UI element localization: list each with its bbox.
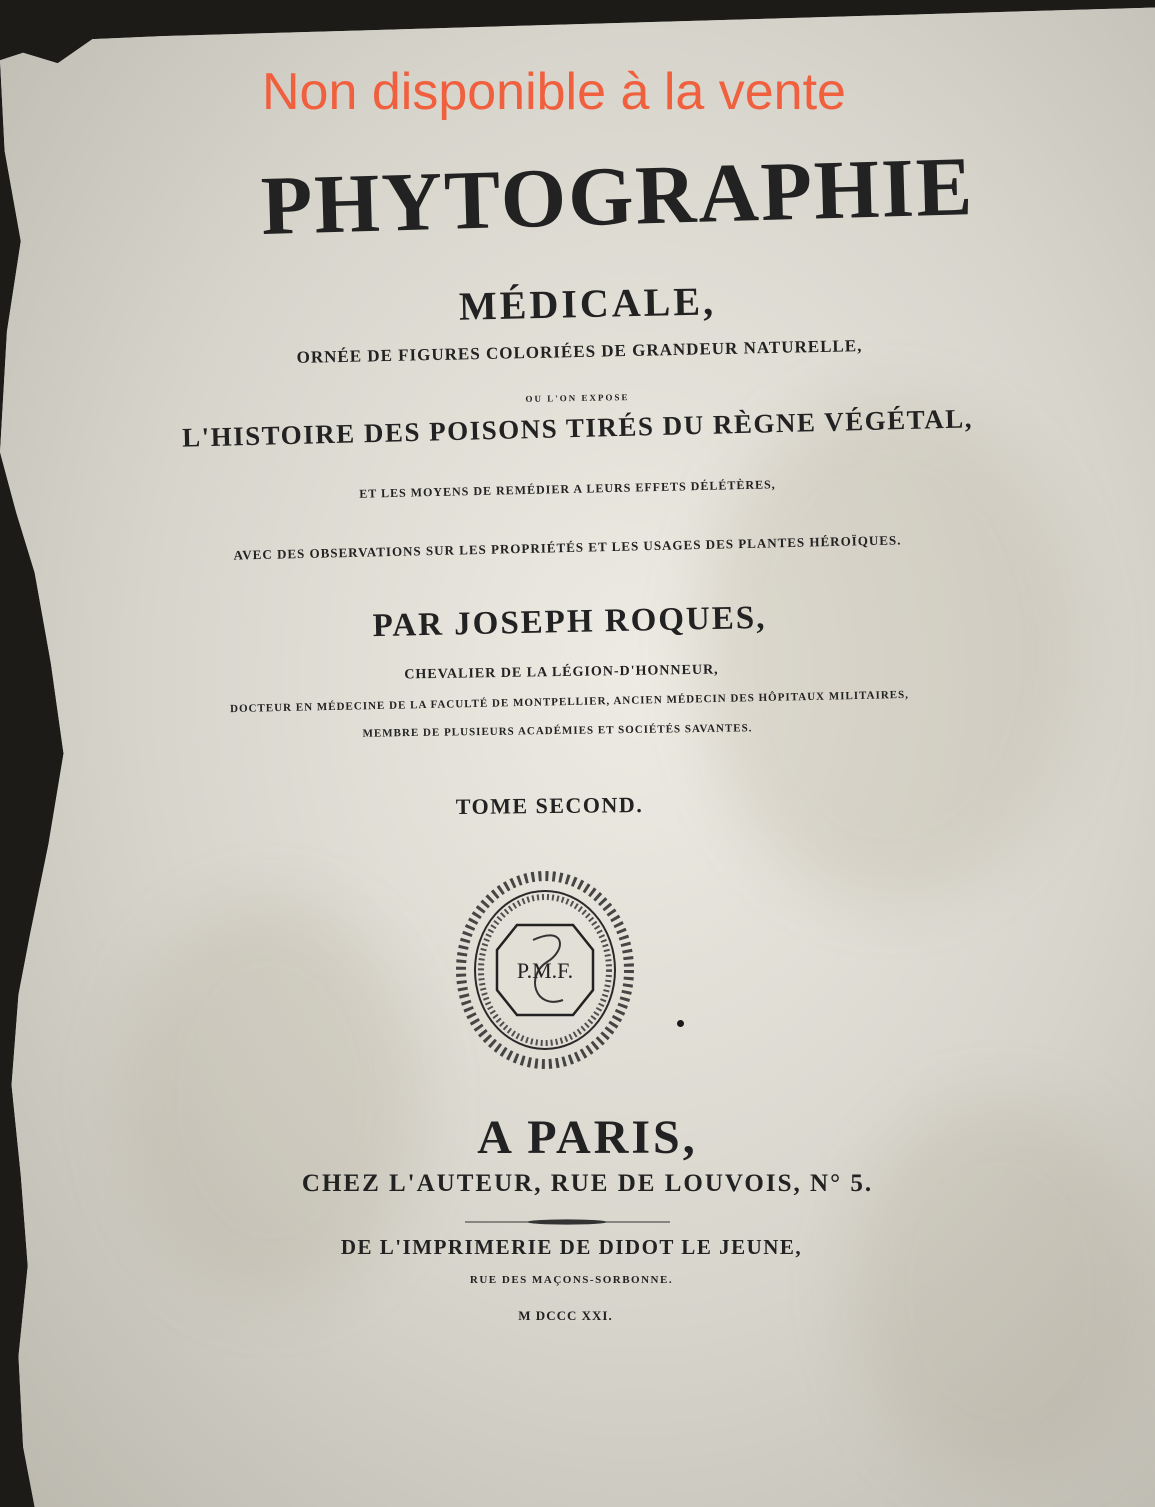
imprint-publisher: CHEZ L'AUTEUR, RUE DE LOUVOIS, N° 5.: [301, 1170, 874, 1197]
description-line-5: AVEC DES OBSERVATIONS SUR LES PROPRIÉTÉS ET LES USAGES DES PLANTES HÉROÏQUES.: [233, 532, 902, 563]
imprint-place: A PARIS,: [477, 1111, 698, 1164]
volume-label: TOME SECOND.: [455, 792, 644, 819]
ornamental-rule: [465, 1219, 670, 1225]
author-line: PAR JOSEPH ROQUES,: [372, 599, 767, 645]
imprint-printer-address: RUE DES MAÇONS-SORBONNE.: [469, 1274, 674, 1286]
description-line-2: OU L'ON EXPOSE: [525, 392, 630, 404]
publisher-emblem: [455, 870, 635, 1070]
emblem-monogram: P.M.F.: [516, 958, 574, 983]
book-title: PHYTOGRAPHIE: [259, 140, 976, 253]
author-title-3: MEMBRE DE PLUSIEURS ACADÉMIES ET SOCIÉTÉS SAVANTES.: [362, 722, 753, 740]
ink-dot: [677, 1020, 684, 1027]
sale-watermark: Non disponible à la vente: [262, 63, 846, 121]
imprint-printer: DE L'IMPRIMERIE DE DIDOT LE JEUNE,: [340, 1235, 803, 1259]
imprint-year: M DCCC XXI.: [518, 1308, 613, 1323]
author-title-2: DOCTEUR EN MÉDECINE DE LA FACULTÉ DE MONTPELLIER, ANCIEN MÉDECIN DES HÔPITAUX MILITAIRES,: [229, 688, 910, 716]
author-title-1: CHEVALIER DE LA LÉGION-D'HONNEUR,: [404, 662, 719, 683]
description-line-4: ET LES MOYENS DE REMÉDIER A LEURS EFFETS DÉLÉTÈRES,: [359, 477, 776, 501]
description-line-3: L'HISTOIRE DES POISONS TIRÉS DU RÈGNE VÉGÉTAL,: [181, 403, 974, 453]
book-subtitle: MÉDICALE,: [458, 278, 717, 329]
description-line-1: ORNÉE DE FIGURES COLORIÉES DE GRANDEUR NATURELLE,: [296, 336, 863, 367]
